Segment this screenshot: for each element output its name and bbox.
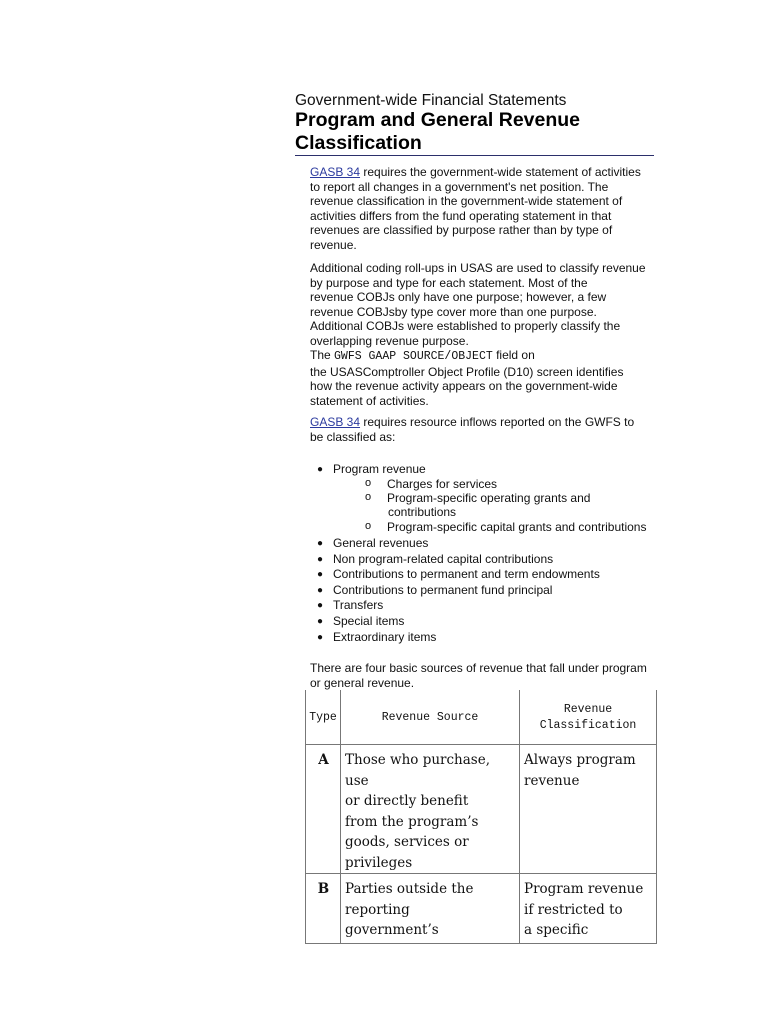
column-header-classification <box>520 690 657 745</box>
list-item: Program revenue <box>333 462 426 476</box>
bullet-icon: ● <box>317 585 324 596</box>
column-header-type: Type <box>306 690 341 745</box>
cell-line: government’s <box>345 922 439 938</box>
bullet-icon: ● <box>317 538 324 549</box>
text-line: be classified as: <box>310 429 396 444</box>
sub-bullet-icon: o <box>365 520 372 532</box>
field-name-code: GWFS GAAP SOURCE/OBJECT <box>334 350 493 363</box>
cell-line: if restricted to <box>524 901 623 918</box>
cell-line: Those who purchase, use <box>345 752 491 789</box>
cell-line: reporting <box>345 901 410 918</box>
text-line: requires resource inflows reported on the GWFS to <box>360 415 635 429</box>
text-line: how the revenue activity appears on the government-wide <box>310 379 618 393</box>
bullet-icon: ● <box>317 632 324 643</box>
list-item: Transfers <box>333 598 384 612</box>
text-line: the USASComptroller Object Profile (D10) screen identifies <box>310 364 624 379</box>
cell-line: goods, services or <box>345 834 469 850</box>
text-line: revenue. <box>310 237 357 252</box>
text-line: to report all changes in a government's net position. The <box>310 179 609 194</box>
header-line: Classification <box>539 718 637 732</box>
sub-list-item: Charges for services <box>387 477 498 491</box>
title-line: Classification <box>295 132 422 154</box>
text-line: Additional COBJs were established to properly classify the <box>310 319 621 333</box>
cell-line: Parties outside the <box>345 881 474 897</box>
source-cell <box>341 745 520 874</box>
text-line: revenue COBJsby type cover more than one purpose. <box>310 304 597 319</box>
list-item: Contributions to permanent fund principal <box>333 583 553 597</box>
text-line: The <box>310 348 335 362</box>
sub-list-item: Program-specific operating grants and <box>387 491 591 505</box>
paragraph-coding <box>310 261 656 408</box>
text-line: There are four basic sources of revenue that fall under program <box>310 661 647 675</box>
cell-line: a specific <box>524 922 589 938</box>
page-title <box>295 109 655 155</box>
list-item: Non program-related capital contributions <box>333 552 554 566</box>
text-line: Additional coding roll-ups in USAS are used to classify revenue <box>310 261 646 275</box>
source-cell <box>341 874 520 944</box>
bullet-icon: ● <box>317 616 324 627</box>
cell-line: Program revenue <box>524 881 644 897</box>
bullet-icon: ● <box>317 554 324 565</box>
title-line: Program and General Revenue <box>295 109 581 131</box>
cell-line: privileges <box>345 854 413 871</box>
paragraph-inflows <box>310 415 656 444</box>
list-item: Contributions to permanent and term endowments <box>333 567 600 581</box>
table-row <box>306 874 657 944</box>
text-line: requires the government-wide statement of activities <box>360 165 641 179</box>
text-line: revenue classification in the government-wide statement of <box>310 194 623 208</box>
sub-bullet-icon: o <box>365 477 372 489</box>
text-line: activities differs from the fund operating statement in that <box>310 208 612 223</box>
sub-list-item: Program-specific capital grants and contributions <box>387 520 647 534</box>
list-item: Extraordinary items <box>333 630 437 644</box>
type-cell: B <box>306 874 341 944</box>
table-header-row <box>306 690 657 745</box>
gasb34-link[interactable]: GASB 34 <box>310 165 361 179</box>
text-line: overlapping revenue purpose. <box>310 333 469 348</box>
text-line: revenue COBJs only have one purpose; however, a few <box>310 290 607 304</box>
bullet-icon: ● <box>317 600 324 611</box>
gasb34-link[interactable]: GASB 34 <box>310 415 361 429</box>
sub-list-item: contributions <box>388 505 457 519</box>
cell-line: Always program <box>524 752 636 768</box>
revenue-source-table <box>305 690 657 944</box>
text-line: by purpose and type for each statement. Most of the <box>310 275 588 290</box>
cell-line: or directly benefit <box>345 793 469 809</box>
title-divider <box>295 155 654 156</box>
column-header-source: Revenue Source <box>341 690 520 745</box>
text-line: or general revenue. <box>310 675 415 690</box>
bullet-icon: ● <box>317 569 324 580</box>
list-item: General revenues <box>333 536 429 550</box>
table-row <box>306 745 657 874</box>
sub-bullet-icon: o <box>365 491 372 503</box>
paragraph-intro <box>310 165 656 252</box>
cell-line: revenue <box>524 772 580 789</box>
text-line: field on <box>492 348 535 362</box>
text-line: statement of activities. <box>310 393 429 408</box>
section-kicker: Government-wide Financial Statements <box>295 92 567 109</box>
header-line: Revenue <box>563 702 613 716</box>
list-item: Special items <box>333 614 405 628</box>
classification-cell <box>520 874 657 944</box>
type-cell: A <box>306 745 341 874</box>
paragraph-sources <box>310 661 656 690</box>
text-line: revenues are classified by purpose rather than by type of <box>310 223 613 237</box>
cell-line: from the program’s <box>345 813 479 830</box>
bullet-icon: ● <box>317 464 324 475</box>
classification-cell <box>520 745 657 874</box>
